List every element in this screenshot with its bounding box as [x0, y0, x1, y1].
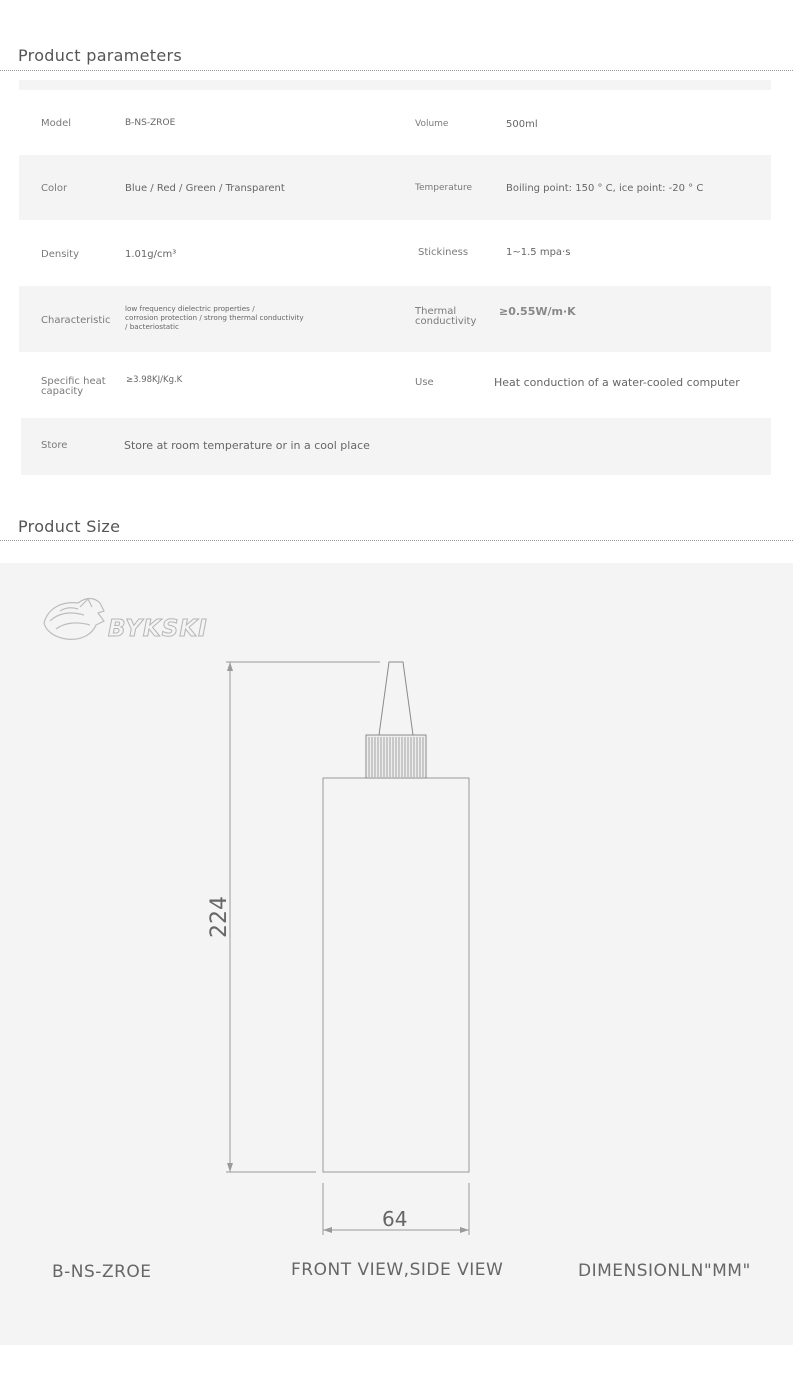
params-divider — [0, 70, 793, 71]
width-arrow-left — [323, 1227, 332, 1233]
characteristic-value-line: low frequency dielectric properties / — [125, 304, 255, 313]
bottle-body — [323, 778, 469, 1172]
use-label: Use — [415, 377, 434, 388]
height-label: 224 — [207, 896, 232, 938]
thermal-conductivity-value: ≥0.55W/m·K — [499, 305, 576, 318]
thermal-conductivity-label-line: conductivity — [415, 316, 477, 327]
caption-model: B-NS-ZROE — [52, 1262, 152, 1282]
params-top-band — [19, 80, 771, 90]
specific-heat-label-line: capacity — [41, 386, 84, 397]
volume-label: Volume — [415, 119, 449, 129]
specific-heat-label-line: Specific heat — [41, 376, 106, 387]
width-arrow-right — [460, 1227, 469, 1233]
size-divider — [0, 540, 793, 541]
volume-value: 500ml — [506, 119, 538, 130]
characteristic-value-line: / bacteriostatic — [125, 322, 179, 331]
specific-heat-value: ≥3.98KJ/Kg.K — [126, 375, 183, 385]
temperature-value: Boiling point: 150 ° C, ice point: -20 ° C — [506, 183, 704, 194]
size-title: Product Size — [18, 517, 121, 536]
height-arrow-top — [227, 662, 233, 671]
model-value: B-NS-ZROE — [125, 118, 176, 128]
characteristic-value-line: corrosion protection / strong thermal conductivity — [125, 313, 304, 322]
density-value: 1.01g/cm³ — [125, 249, 177, 260]
bykski-logo — [44, 599, 208, 643]
characteristic-label: Characteristic — [41, 315, 111, 326]
color-value: Blue / Red / Green / Transparent — [125, 183, 285, 194]
params-title: Product parameters — [18, 46, 183, 65]
temperature-label: Temperature — [415, 183, 473, 193]
stickiness-label: Stickiness — [418, 247, 469, 258]
caption-views: FRONT VIEW,SIDE VIEW — [291, 1260, 504, 1280]
color-label: Color — [41, 183, 68, 194]
width-label: 64 — [382, 1207, 408, 1231]
store-label: Store — [41, 440, 68, 451]
density-label: Density — [41, 249, 80, 260]
height-arrow-bottom — [227, 1163, 233, 1172]
use-value: Heat conduction of a water-cooled computer — [494, 376, 740, 389]
logo-wordmark: BYKSKI — [108, 616, 208, 642]
caption-dimension-unit: DIMENSIONLN"MM" — [578, 1261, 751, 1281]
bottle-nozzle — [379, 662, 413, 735]
stickiness-value: 1~1.5 mpa·s — [506, 247, 571, 258]
model-label: Model — [41, 118, 72, 129]
store-value: Store at room temperature or in a cool place — [124, 439, 370, 452]
size-panel — [0, 563, 793, 1345]
thermal-conductivity-label-line: Thermal — [415, 306, 457, 317]
dimension-drawing — [0, 563, 793, 1345]
